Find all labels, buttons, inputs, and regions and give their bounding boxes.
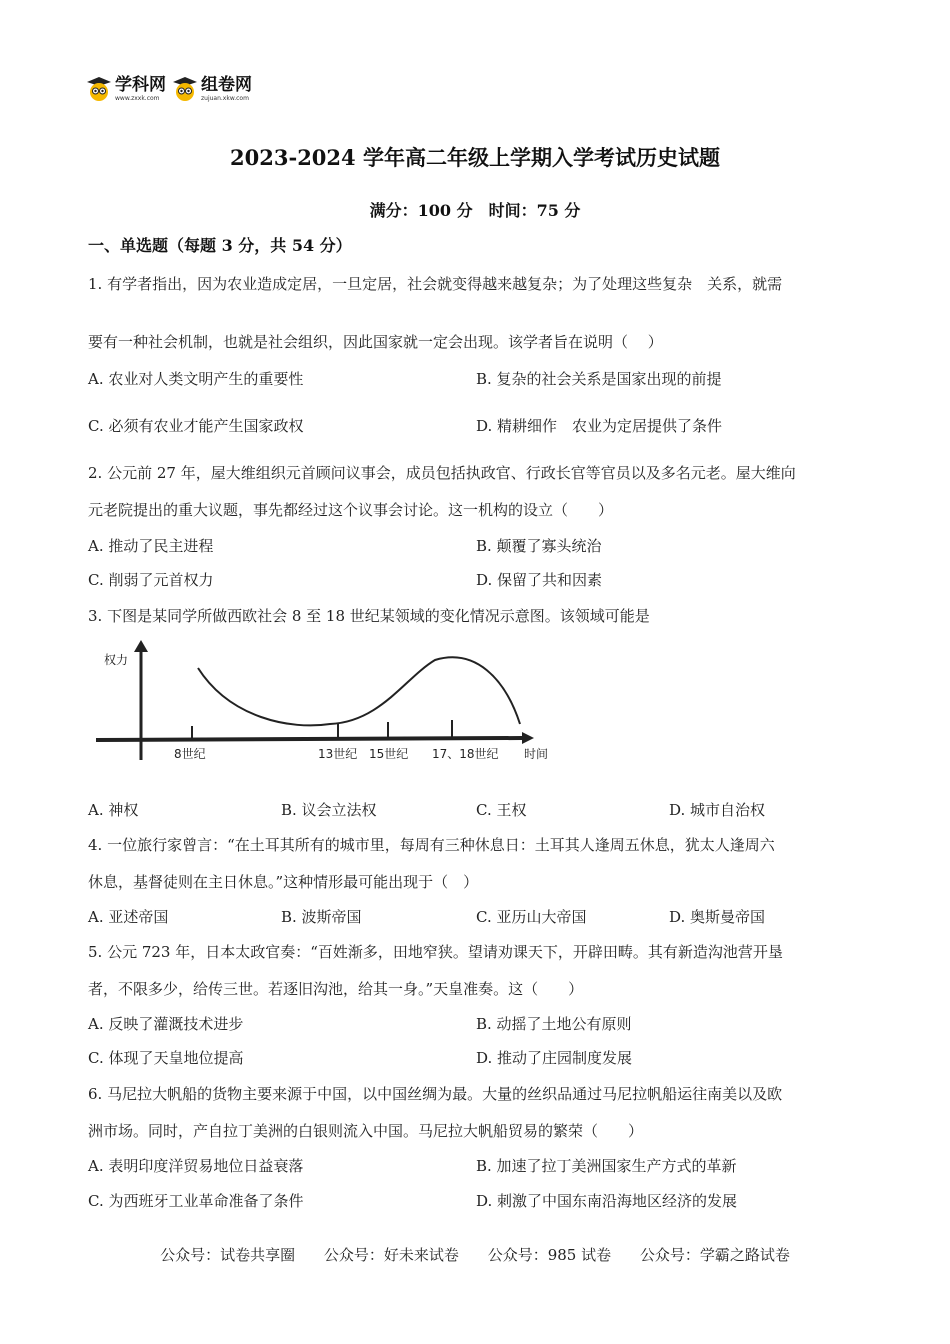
footer-account: 公众号：学霸之路试卷 (639, 1246, 790, 1264)
question-5-option-b[interactable]: B. 动摇了土地公有原则 (476, 1015, 632, 1033)
question-5-stem-line-2: 者，不限多少，给传三世。若逐旧沟池，给其一身。”天皇准奏。这（ ） (88, 980, 584, 998)
question-2-stem-line-1: 2. 公元前 27 年，屋大维组织元首顾问议事会，成员包括执政官、行政长官等官员以及多名元老。屋大维向 (88, 464, 796, 482)
question-3-option-c[interactable]: C. 王权 (476, 801, 527, 819)
chart-y-label: 权力 (104, 653, 129, 667)
question-2-option-a[interactable]: A. 推动了民主进程 (88, 537, 214, 555)
question-4-option-a[interactable]: A. 亚述帝国 (88, 908, 169, 926)
footer-account: 公众号：试卷共享圈 (160, 1246, 296, 1264)
question-1-option-c[interactable]: C. 必须有农业才能产生国家政权 (88, 417, 304, 435)
question-4-option-c[interactable]: C. 亚历山大帝国 (476, 908, 587, 926)
zxxk-logo (86, 76, 166, 102)
section-heading: 一、单选题（每题 3 分，共 54 分） (88, 236, 352, 255)
brand-name: 学科网 (115, 74, 166, 95)
question-6-option-d[interactable]: D. 刺激了中国东南沿海地区经济的发展 (476, 1192, 738, 1210)
question-5-stem-line-1: 5. 公元 723 年，日本太政官奏：“百姓渐多，田地窄狭。望请劝课天下，开辟田畴。其有新造沟池营开垦 (88, 943, 783, 961)
trend-curve (198, 657, 520, 725)
exam-meta: 满分：100 分 时间：75 分 (369, 201, 581, 220)
x-axis (96, 738, 522, 740)
question-1-option-b[interactable]: B. 复杂的社会关系是国家出现的前提 (476, 370, 722, 388)
question-6-option-c[interactable]: C. 为西班牙工业革命准备了条件 (88, 1192, 304, 1210)
question-4-stem-line-1: 4. 一位旅行家曾言：“在土耳其所有的城市里，每周有三种休息日：土耳其人逢周五休息，犹太人逢周六 (88, 836, 775, 854)
question-6-option-b[interactable]: B. 加速了拉丁美洲国家生产方式的革新 (476, 1157, 737, 1175)
power-trend-chart (90, 638, 560, 770)
question-5-option-a[interactable]: A. 反映了灌溉技术进步 (88, 1015, 244, 1033)
brand-name: 组卷网 (201, 74, 252, 95)
question-4-option-d[interactable]: D. 奥斯曼帝国 (669, 908, 766, 926)
question-2-option-d[interactable]: D. 保留了共和因素 (476, 571, 603, 589)
question-3-stem-line-1: 3. 下图是某同学所做西欧社会 8 至 18 世纪某领域的变化情况示意图。该领域可能是 (88, 607, 650, 625)
question-3-option-a[interactable]: A. 神权 (88, 801, 139, 819)
footer-account: 公众号：好未来试卷 (323, 1246, 459, 1264)
logo (86, 72, 252, 106)
question-2-stem-line-2: 元老院提出的重大议题，事先都经过这个议事会讨论。这一机构的设立（ ） (88, 501, 614, 519)
question-6-stem-line-2: 洲市场。同时，产自拉丁美洲的白银则流入中国。马尼拉大帆船贸易的繁荣（ ） (88, 1122, 644, 1140)
tick-label: 15世纪 (369, 747, 409, 761)
tick-label: 13世纪 (318, 747, 358, 761)
footer-account: 公众号：985 试卷 (487, 1246, 612, 1264)
question-5-option-c[interactable]: C. 体现了天皇地位提高 (88, 1049, 244, 1067)
page-title: 2023-2024 学年高二年级上学期入学考试历史试题 (230, 145, 720, 170)
question-3-option-d[interactable]: D. 城市自治权 (669, 801, 766, 819)
question-5-option-d[interactable]: D. 推动了庄园制度发展 (476, 1049, 633, 1067)
brand-url: zujuan.xkw.com (201, 94, 249, 102)
question-1-stem-line-1: 1. 有学者指出，因为农业造成定居，一旦定居，社会就变得越来越复杂；为了处理这些复杂 关系，就需 (88, 275, 783, 293)
question-4-stem-line-2: 休息，基督徒则在主日休息。”这种情形最可能出现于（ ） (88, 873, 479, 891)
owl-icon (172, 76, 198, 102)
x-axis-arrow-icon (522, 732, 534, 744)
question-2-option-b[interactable]: B. 颠覆了寡头统治 (476, 537, 602, 555)
question-1-option-a[interactable]: A. 农业对人类文明产生的重要性 (88, 370, 304, 388)
question-6-stem-line-1: 6. 马尼拉大帆船的货物主要来源于中国，以中国丝绸为最。大量的丝织品通过马尼拉帆船运往南美以及欧 (88, 1085, 783, 1103)
tick-label: 8世纪 (174, 747, 206, 761)
y-axis-arrow-icon (134, 640, 148, 652)
chart-x-label: 时间 (524, 747, 549, 761)
footer (0, 1244, 950, 1265)
question-2-option-c[interactable]: C. 削弱了元首权力 (88, 571, 214, 589)
question-4-option-b[interactable]: B. 波斯帝国 (281, 908, 362, 926)
question-3-option-b[interactable]: B. 议会立法权 (281, 801, 377, 819)
brand-url: www.zxxk.com (115, 94, 160, 102)
owl-icon (86, 76, 112, 102)
question-6-option-a[interactable]: A. 表明印度洋贸易地位日益衰落 (88, 1157, 304, 1175)
zujuan-logo (172, 76, 252, 102)
tick-label: 17、18世纪 (432, 747, 499, 761)
question-1-option-d[interactable]: D. 精耕细作 农业为定居提供了条件 (476, 417, 723, 435)
question-1-stem-line-2: 要有一种社会机制，也就是社会组织，因此国家就一定会出现。该学者旨在说明（ ） (88, 333, 663, 351)
